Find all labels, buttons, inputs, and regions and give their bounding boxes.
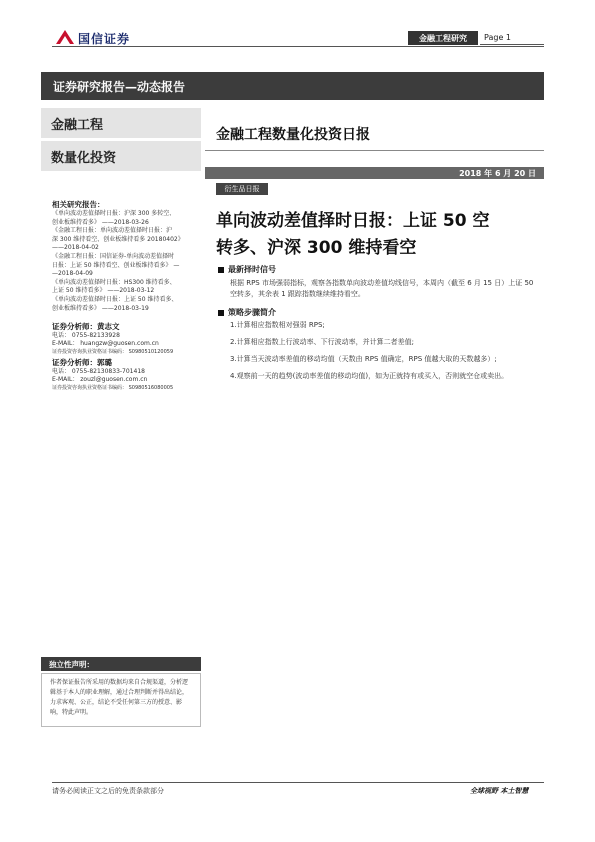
related-line: 深 300 维持看空、创业板维持看多 20180402》	[52, 235, 184, 243]
header-rule	[52, 46, 544, 47]
section-heading-text: 策略步骤简介	[228, 308, 276, 317]
analyst-phone: 电话： 0755-82130833-701418	[52, 368, 145, 375]
disclaimer-text: 作者保证报告所采用的数据均来自合规渠道，分析逻辑基于本人的职业理解，通过合理判断并得出结论，力求客观、公正，结论不受任何第三方的授意、影响，特此声明。	[41, 673, 201, 727]
guosen-logo-icon	[54, 28, 76, 46]
footer-rule	[52, 782, 544, 783]
header-page-label: Page 1	[480, 31, 544, 45]
related-line: 《单向波动差值择时日报：HS300 维持看多、	[52, 278, 176, 286]
related-reports-list	[52, 210, 202, 313]
section-heading	[218, 264, 276, 275]
related-line: 创业板维持看多》 ——2018-03-26	[52, 218, 149, 226]
report-title: 金融工程数量化投资日报	[216, 127, 370, 143]
report-type-banner: 证券研究报告—动态报告	[41, 72, 544, 100]
related-line: —2018-04-09	[52, 270, 93, 278]
analyst-block	[52, 358, 202, 393]
step-item: 4.观察前一天的趋势(波动率差值的移动均值)，如为正就持有或买入，否则就空仓或卖出。	[230, 372, 509, 380]
related-reports-title: 相关研究报告：	[52, 200, 105, 209]
related-line: 《金融工程日报：单向波动差值择时日报：沪	[52, 227, 173, 235]
step-item: 2.计算相应指数上行波动率、下行波动率，并计算二者差值;	[230, 338, 415, 346]
headline-line: 转多、沪深 300 维持看空	[216, 238, 417, 258]
section-body: 根据 RPS 市场强弱指标，观察各指数单向波动差值均线信号，本周内（截至 6 月 15 日）上证 50 空转多，其余表 1 跟踪指数继续维持看空。	[230, 279, 534, 298]
category-financial-engineering: 金融工程	[41, 108, 201, 138]
footer-notice: 请务必阅读正文之后的免责条款部分	[52, 787, 164, 795]
related-line: 上证 50 维持看多》 ——2018-03-12	[52, 287, 155, 295]
related-line: 《金融工程日报：国信证券-单向波动差值择时	[52, 252, 175, 260]
analyst-name: 证券分析师：郭璐	[52, 358, 112, 367]
analyst-email: E-MAIL： huangzw@guosen.com.cn	[52, 340, 159, 348]
strategy-steps	[230, 320, 542, 388]
bullet-icon	[218, 310, 224, 316]
analyst-cert: 证券投资咨询执业资格证书编码： S0980510120059	[52, 349, 174, 356]
section-heading-text: 最新择时信号	[228, 265, 276, 274]
related-line: 《单向波动差值择时日报：上证 50 维持看多、	[52, 295, 178, 303]
analyst-cert: 证券投资咨询执业资格证书编码： S0980516080005	[52, 385, 174, 392]
analyst-block	[52, 322, 202, 357]
logo-text: 国信证券	[78, 32, 131, 46]
analyst-name: 证券分析师：黄志文	[52, 322, 120, 331]
section-heading	[218, 307, 276, 318]
step-item: 1.计算相应指数相对强弱 RPS;	[230, 321, 325, 329]
category-quant-investing: 数量化投资	[41, 141, 201, 171]
sub-tag: 衍生品日报	[216, 183, 268, 195]
step-item: 3.计算当天波动率差值的移动均值（天数由 RPS 值确定，RPS 值越大取的天数越多）;	[230, 355, 497, 363]
footer-slogan: 全球视野 本土智慧	[470, 787, 529, 795]
header-section-tag: 金融工程研究	[408, 31, 478, 45]
report-date: 2018 年 6 月 20 日	[205, 167, 544, 179]
headline	[216, 208, 546, 262]
disclaimer-title: 独立性声明：	[41, 657, 201, 671]
analyst-phone: 电话： 0755-82133928	[52, 332, 120, 339]
related-line: ——2018-04-02	[52, 244, 99, 252]
headline-line: 单向波动差值择时日报：上证 50 空	[216, 211, 490, 231]
analyst-email: E-MAIL： zouzl@guosen.com.cn	[52, 376, 148, 384]
related-line: 日报：上证 50 维持看空、创业板维持看多》 —	[52, 261, 180, 269]
related-line: 《单向波动差值择时日报：沪深 300 多转空、	[52, 210, 176, 217]
related-line: 创业板维持看多》 ——2018-03-19	[52, 304, 149, 312]
bullet-icon	[218, 267, 224, 273]
title-rule	[205, 150, 544, 151]
